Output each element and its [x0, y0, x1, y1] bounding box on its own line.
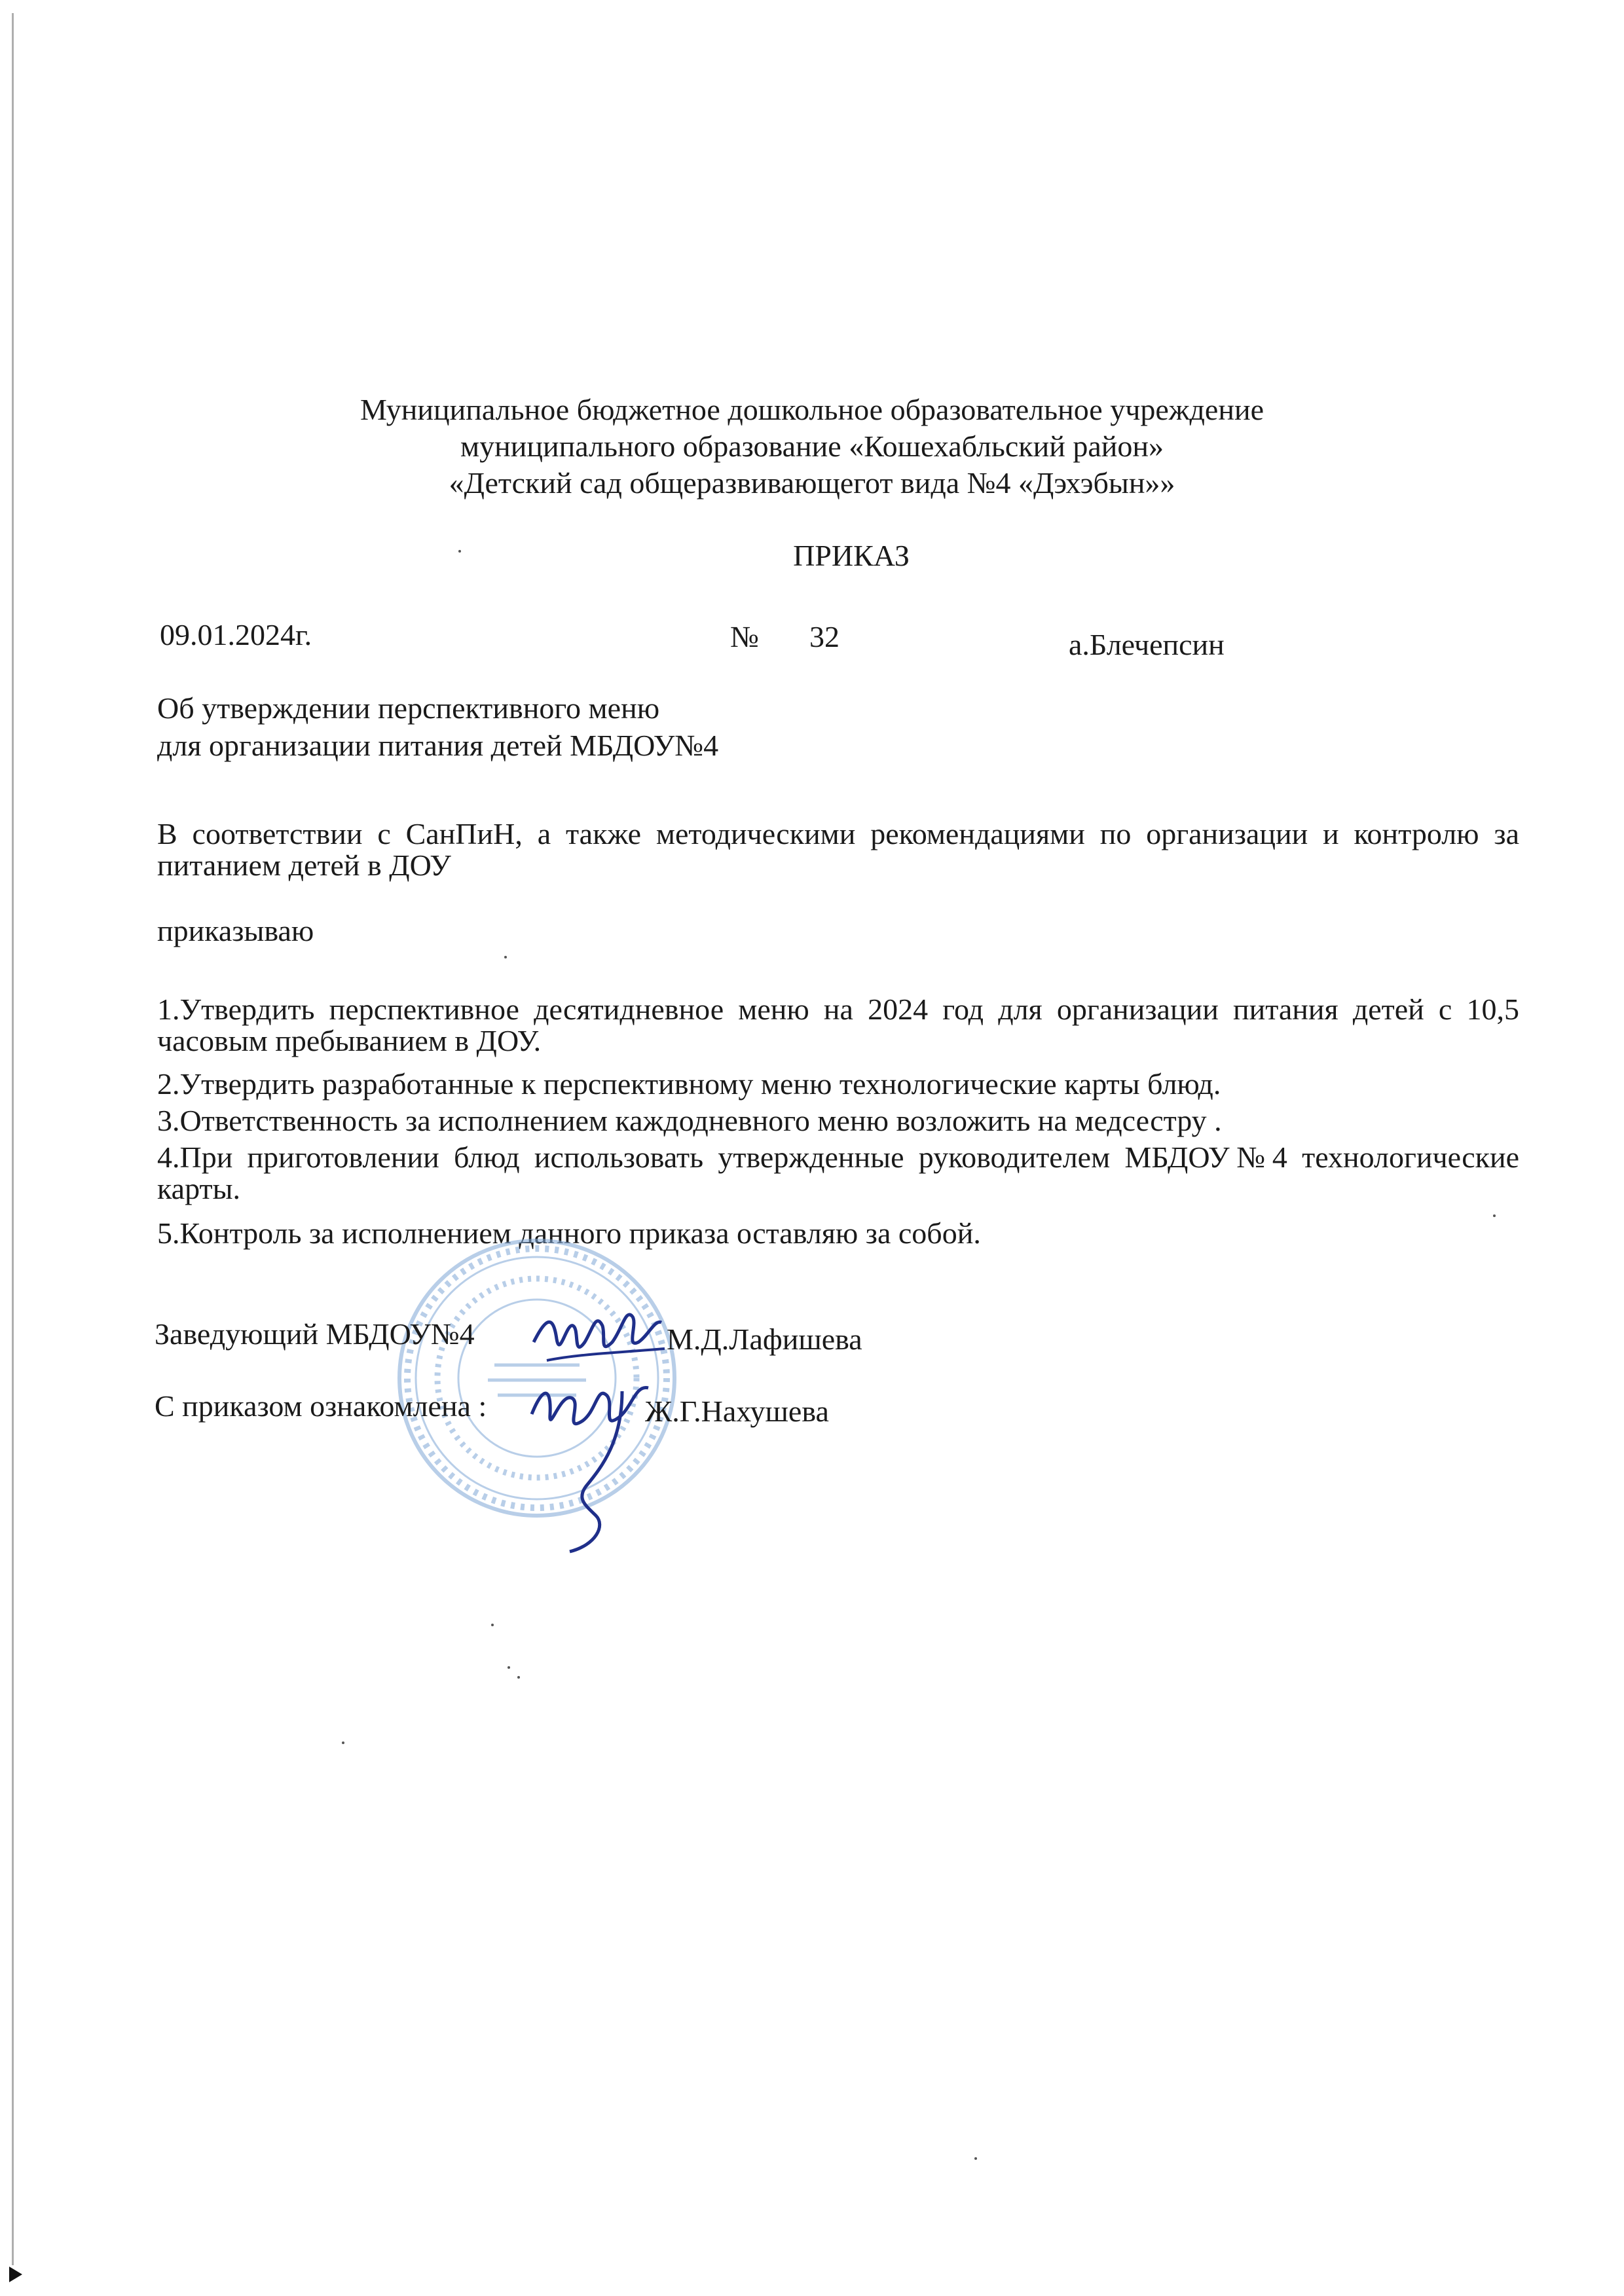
header-line-3: «Детский сад общеразвивающегот вида №4 «Дэхэбын»» — [449, 466, 1175, 500]
corner-mark — [9, 2267, 22, 2282]
scan-speck — [1493, 1214, 1496, 1217]
scan-speck — [974, 2157, 977, 2160]
order-item-5: 5.Контроль за исполнением данного приказа оставляю за собой. — [157, 1216, 981, 1250]
order-item-2: 2.Утвердить разработанные к перспективному меню технологические карты блюд. — [157, 1067, 1221, 1101]
order-date: 09.01.2024г. — [160, 618, 312, 651]
scan-speck — [504, 956, 507, 958]
preamble: В соответствии с СанПиН, а также методическими рекомендациями по организации и контролю за питанием детей в ДОУ — [157, 817, 1519, 882]
subject-line-2: для организации питания детей МБДОУ№4 — [157, 729, 719, 762]
document-title: ПРИКАЗ — [793, 539, 910, 572]
header-line-1: Муниципальное бюджетное дошкольное образовательное учреждение — [360, 393, 1264, 426]
head-name: М.Д.Лафишева — [667, 1322, 862, 1356]
order-item-4: 4.При приготовлении блюд использовать утвержденные руководителем МБДОУ№4 технологические карты. — [157, 1140, 1519, 1205]
scan-speck — [517, 1676, 520, 1679]
scan-edge-line — [12, 13, 14, 2265]
order-place: а.Блечепсин — [1069, 628, 1225, 661]
subject-line-1: Об утверждении перспективного меню — [157, 691, 660, 725]
order-word: приказываю — [157, 914, 314, 947]
order-number-sign: № — [730, 620, 759, 653]
order-number: 32 — [809, 620, 840, 653]
scan-speck — [342, 1741, 344, 1744]
scan-speck — [491, 1624, 494, 1626]
scan-speck — [507, 1666, 510, 1669]
acknowledgement-label: С приказом ознакомлена : — [155, 1389, 487, 1423]
institution-header — [196, 392, 1428, 501]
header-line-2: муниципального образование «Кошехабльский район» — [460, 429, 1164, 463]
order-item-1: 1.Утвердить перспективное десятидневное меню на 2024 год для организации питания детей с 10,5 часовым пребыванием в ДОУ. — [157, 993, 1519, 1057]
acknowledgement-name: Ж.Г.Нахушева — [645, 1394, 829, 1428]
order-item-3: 3.Ответственность за исполнением каждодневного меню возложить на медсестру . — [157, 1104, 1222, 1137]
head-signature-label: Заведующий МБДОУ№4 — [155, 1317, 475, 1351]
